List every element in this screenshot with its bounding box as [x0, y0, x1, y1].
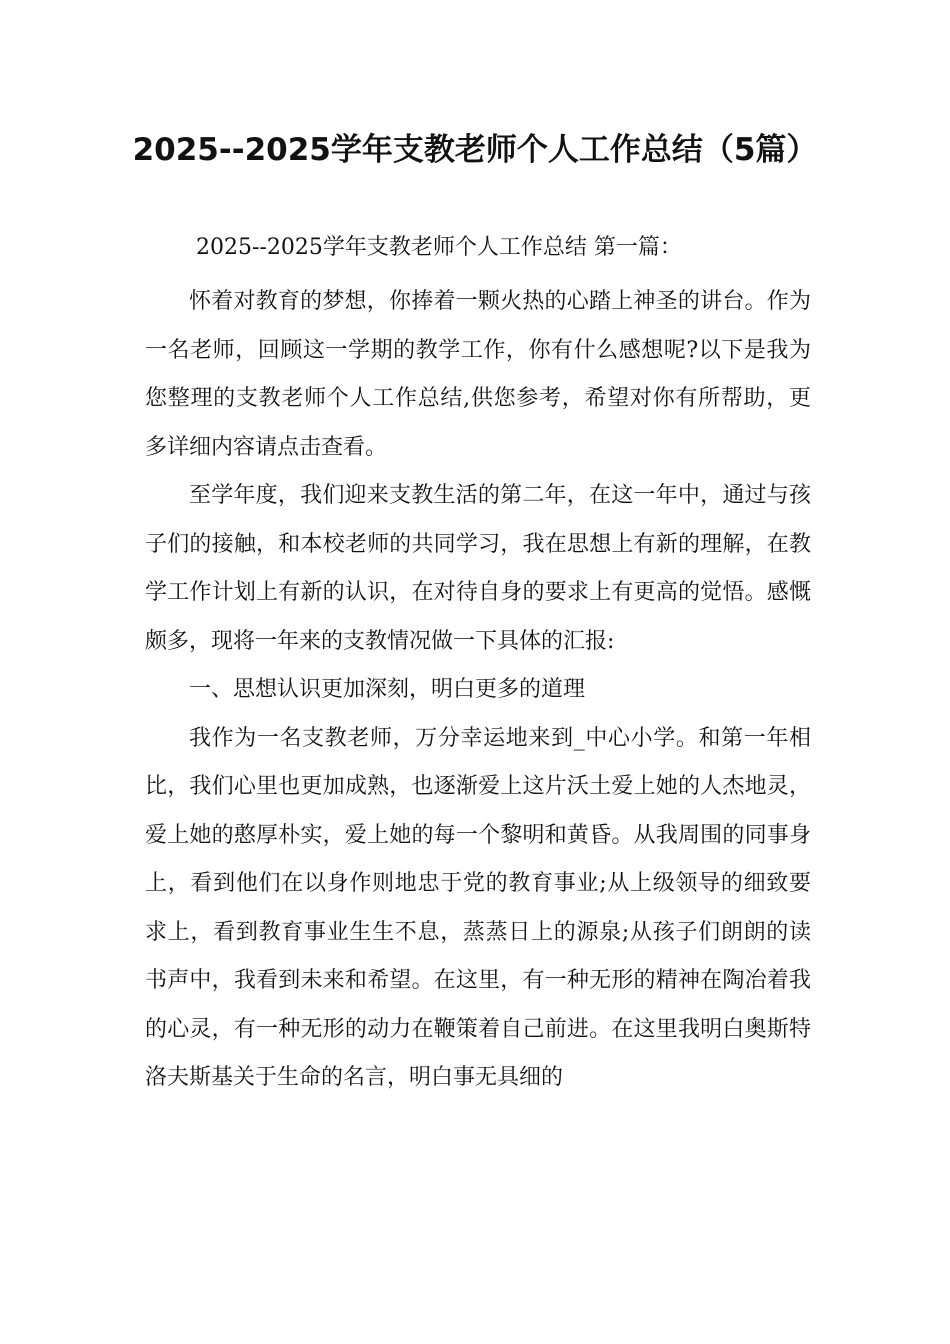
document-body [145, 278, 811, 1103]
paragraph-section-body: 我作为一名支教老师，万分幸运地来到_中心小学。和第一年相比，我们心里也更加成熟，也逐渐爱上这片沃土爱上她的人杰地灵，爱上她的憨厚朴实，爱上她的每一个黎明和黄昏。从我周围的同事身上，看到他们在以身作则地忠于党的教育事业;从上级领导的细致要求上，看到教育事业生生不息，蒸蒸日上的源泉;从孩子们朗朗的读书声中，我看到未来和希望。在这里，有一种无形的精神在陶冶着我的心灵，有一种无形的动力在鞭策着自己前进。在这里我明白奥斯特洛夫斯基关于生命的名言，明白事无具细的 [145, 725, 811, 1090]
paragraph-overview: 至学年度，我们迎来支教生活的第二年，在这一年中，通过与孩子们的接触，和本校老师的共同学习，我在思想上有新的理解，在教学工作计划上有新的认识，在对待自身的要求上有更高的觉悟。感慨颇多，现将一年来的支教情况做一下具体的汇报: [145, 483, 811, 654]
document-title: 2025--2025学年支教老师个人工作总结（5篇） [132, 132, 818, 168]
section-heading: 2025--2025学年支教老师个人工作总结 第一篇： [196, 235, 682, 260]
paragraph-intro: 怀着对教育的梦想，你捧着一颗火热的心踏上神圣的讲台。作为一名老师，回顾这一学期的教学工作，你有什么感想呢?以下是我为您整理的支教老师个人工作总结,供您参考，希望对你有所帮助，更多详细内容请点击查看。 [145, 289, 811, 460]
paragraph-section-heading: 一、思想认识更加深刻，明白更多的道理 [189, 677, 586, 702]
